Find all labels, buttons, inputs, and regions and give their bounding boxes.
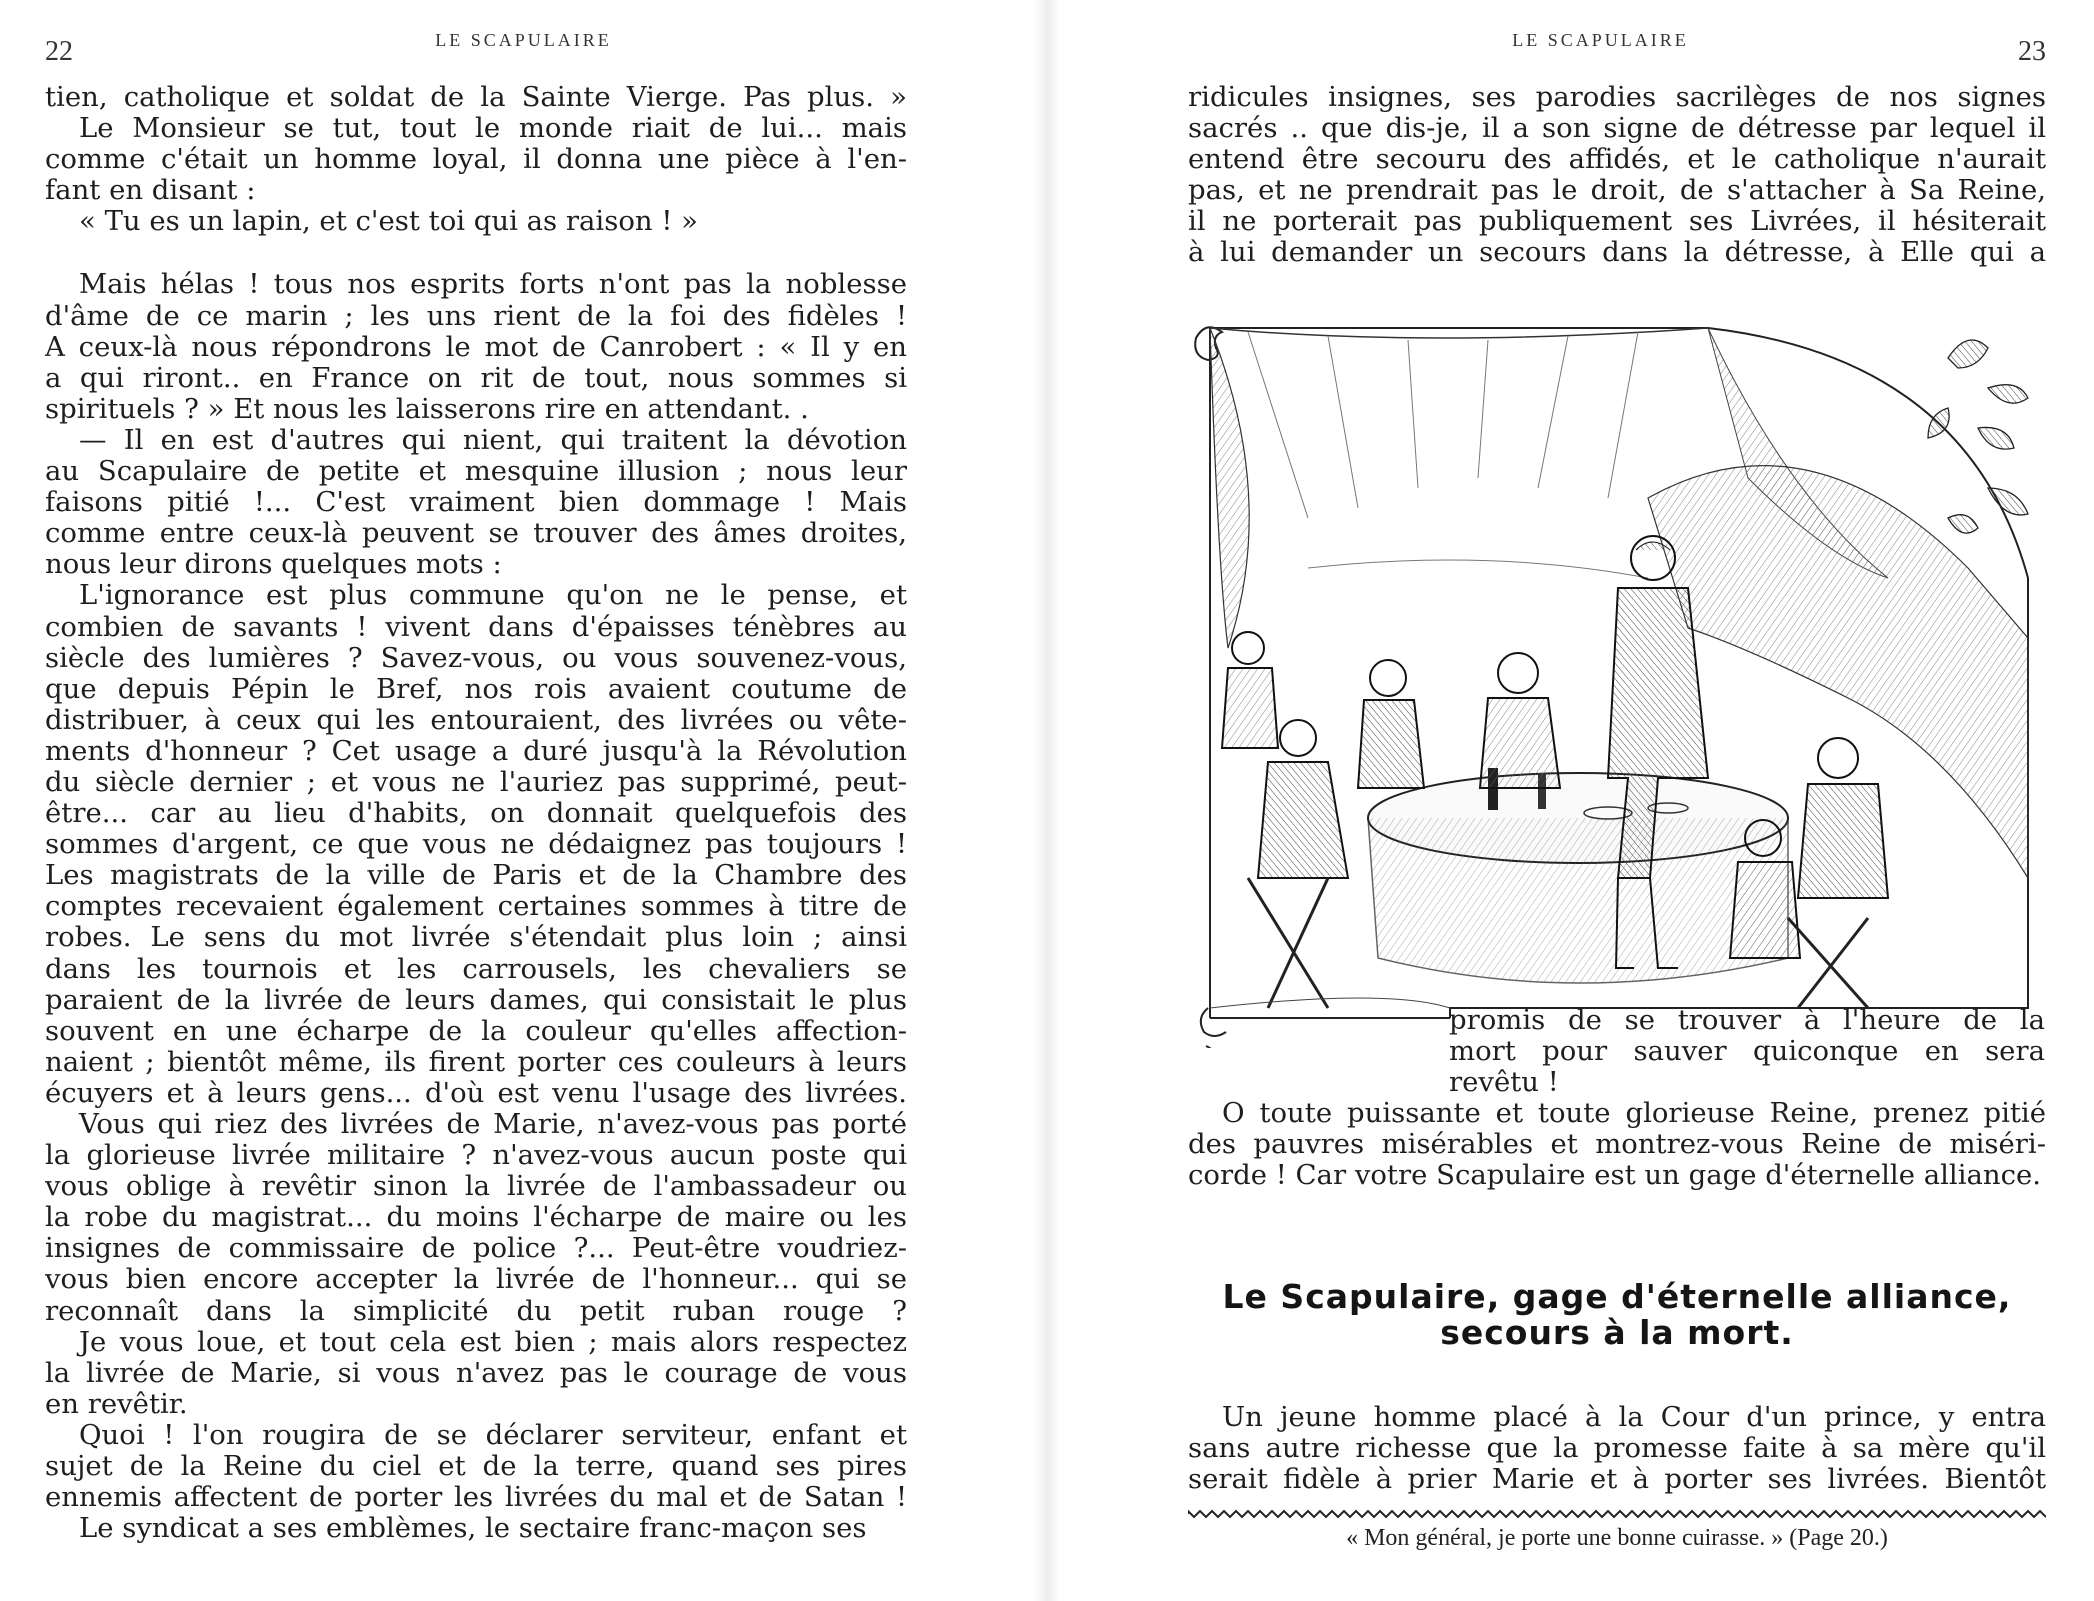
text-line: comme entre ceux-là peuvent se trouver des âmes droites, — [45, 518, 907, 550]
text-line: promis de se trouver à l'heure de la — [1449, 1005, 2045, 1036]
text-line: vous oblige à revêtir sinon la livrée de l'ambassadeur ou — [45, 1171, 907, 1203]
text-line: faisons pitié !... C'est vraiment bien dommage ! Mais — [45, 487, 907, 519]
text-line: que depuis Pépin le Bref, nos rois avaient coutume de — [45, 673, 907, 705]
text-line: ridicules insignes, ses parodies sacrilèges de nos signes — [1188, 82, 2046, 113]
right-body-text-side — [1449, 1005, 2045, 1098]
text-line: Quoi ! l'on rougira de se déclarer serviteur, enfant et — [79, 1419, 907, 1451]
text-line: robes. Le sens du mot livrée s'étendait plus loin ; ainsi — [45, 922, 907, 954]
text-line: comptes recevaient également certaines sommes à titre de — [45, 891, 907, 923]
left-body-text — [45, 82, 907, 1544]
text-line: insignes de commissaire de police ?... Peut-être voudriez- — [45, 1233, 907, 1265]
text-line: naient ; bientôt même, ils firent porter ces couleurs à leurs — [45, 1046, 907, 1078]
paragraph-gap — [45, 237, 907, 269]
text-line: sacrés .. que dis-je, il a son signe de détresse par lequel il — [1188, 113, 2046, 145]
text-line: à lui demander un secours dans la détresse, à Elle qui a — [1188, 237, 2046, 269]
text-line: comme c'était un homme loyal, il donna une pièce à l'en- — [45, 144, 907, 176]
text-line: paraient de la livrée de leurs dames, qui consistait le plus — [45, 984, 907, 1016]
text-line: en revêtir. — [45, 1388, 188, 1420]
text-line: au Scapulaire de petite et mesquine illusion ; nous leur — [45, 456, 907, 488]
text-line: tien, catholique et soldat de la Sainte Vierge. Pas plus. » — [45, 82, 907, 113]
text-line: fant en disant : — [45, 175, 256, 207]
text-line: la glorieuse livrée militaire ? n'avez-vous aucun poste qui — [45, 1140, 907, 1172]
text-line: il ne porterait pas publiquement ses Livrées, il hésiterait — [1188, 206, 2046, 238]
text-line: ments d'honneur ? Cet usage a duré jusqu'à la Révolution — [45, 735, 907, 767]
text-line: siècle des lumières ? Savez-vous, ou vous souvenez-vous, — [45, 642, 907, 674]
running-head-left: LE SCAPULAIRE — [435, 30, 612, 50]
text-line: souvent en une écharpe de la couleur qu'elles affection- — [45, 1015, 907, 1047]
text-line: O toute puissante et toute glorieuse Reine, prenez pitié — [1222, 1098, 2046, 1129]
right-body-text-top — [1188, 82, 2046, 269]
page-number-left: 22 — [45, 36, 73, 67]
illustration-caption: « Mon général, je porte une bonne cuirasse. » (Page 20.) — [1346, 1525, 1888, 1551]
page-number-right: 23 — [2018, 36, 2046, 67]
text-line: revêtu ! — [1449, 1067, 1559, 1099]
text-line: vous bien encore accepter la livrée de l'honneur... qui se — [45, 1264, 907, 1296]
text-line: serait fidèle à prier Marie et à porter ses livrées. Bientôt — [1188, 1464, 2046, 1496]
text-line: Je vous loue, et tout cela est bien ; mais alors respectez — [79, 1326, 907, 1358]
text-line: a qui riront.. en France on rit de tout, nous sommes si — [45, 362, 907, 394]
text-line: « Tu es un lapin, et c'est toi qui as raison ! » — [79, 206, 698, 238]
text-line: la robe du magistrat... du moins l'écharpe de maire ou les — [45, 1202, 907, 1234]
text-line: A ceux-là nous répondrons le mot de Canrobert : « Il y en — [45, 331, 907, 363]
text-line: sans autre richesse que la promesse faite à sa mère qu'il — [1188, 1433, 2046, 1465]
article-text — [1188, 1402, 2046, 1495]
banquet-engraving-illustration — [1188, 318, 2048, 1048]
running-head-right: LE SCAPULAIRE — [1512, 30, 1689, 50]
text-line: nous leur dirons quelques mots : — [45, 549, 502, 581]
text-line: sommes d'argent, ce que vous ne dédaignez pas toujours ! — [45, 829, 907, 861]
text-line: spirituels ? » Et nous les laisserons rire en attendant. . — [45, 393, 809, 425]
text-line: être... car au lieu d'habits, on donnait quelquefois des — [45, 798, 907, 830]
text-line: Mais hélas ! tous nos esprits forts n'ont pas la noblesse — [79, 269, 907, 301]
text-line: — Il en est d'autres qui nient, qui traitent la dévotion — [79, 424, 907, 456]
wavy-rule — [1188, 1508, 2046, 1520]
text-line: Le Monsieur se tut, tout le monde riait de lui... mais — [79, 113, 907, 145]
text-line: du siècle dernier ; et vous ne l'auriez pas supprimé, peut- — [45, 766, 907, 798]
text-line: ennemis affectent de porter les livrées du mal et de Satan ! — [45, 1482, 907, 1514]
text-line: reconnaît dans la simplicité du petit ruban rouge ? — [45, 1295, 907, 1327]
text-line: la livrée de Marie, si vous n'avez pas le courage de vous — [45, 1357, 907, 1389]
text-line: dans les tournois et les carrousels, les chevaliers se — [45, 953, 907, 985]
text-line: mort pour sauver quiconque en sera — [1449, 1036, 2045, 1068]
text-line: entend être secouru des affidés, et le catholique n'aurait — [1188, 144, 2046, 176]
text-line: L'ignorance est plus commune qu'on ne le pense, et — [79, 580, 907, 612]
right-body-text-after — [1188, 1098, 2046, 1191]
text-line: des pauvres misérables et montrez-vous Reine de miséri- — [1188, 1129, 2046, 1161]
text-line: d'âme de ce marin ; les uns rient de la foi des fidèles ! — [45, 300, 907, 332]
text-line: combien de savants ! vivent dans d'épaisses ténèbres au — [45, 611, 907, 643]
text-line: Un jeune homme placé à la Cour d'un prince, y entra — [1222, 1402, 2046, 1433]
text-line: corde ! Car votre Scapulaire est un gage d'éternelle alliance. — [1188, 1160, 2042, 1192]
section-heading-line-2: secours à la mort. — [1440, 1313, 1794, 1352]
text-line: écuyers et à leurs gens... d'où est venu l'usage des livrées. — [45, 1077, 907, 1109]
section-heading-line-1: Le Scapulaire, gage d'éternelle alliance, — [1222, 1277, 2012, 1316]
text-line: Le syndicat a ses emblèmes, le sectaire franc-maçon ses — [79, 1513, 867, 1545]
text-line: Vous qui riez des livrées de Marie, n'avez-vous pas porté — [79, 1109, 907, 1140]
text-line: sujet de la Reine du ciel et de la terre, quand ses pires — [45, 1451, 907, 1483]
text-line: distribuer, à ceux qui les entouraient, des livrées ou vête- — [45, 704, 907, 736]
text-line: pas, et ne prendrait pas le droit, de s'attacher à Sa Reine, — [1188, 175, 2046, 207]
text-line: Les magistrats de la ville de Paris et de la Chambre des — [45, 860, 907, 892]
